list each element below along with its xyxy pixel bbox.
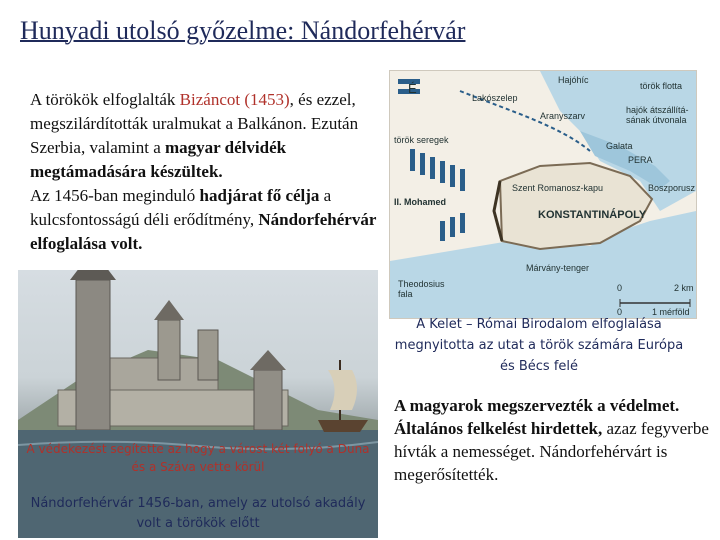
szent-romanosz-label: Szent Romanosz-kapu	[512, 183, 604, 193]
page-title: Hunyadi utolsó győzelme: Nándorfehérvár	[20, 16, 466, 45]
hajohic-label: Hajóhíc	[558, 75, 589, 85]
scale-zero-km: 0	[617, 283, 623, 293]
bosporus-label: Boszporusz	[648, 183, 696, 193]
map-caption: A Kelet – Római Birodalom elfoglalása megnyitotta az utat a török számára Európa és Bécs felé	[394, 317, 684, 374]
torok-flotta-label: török flotta	[640, 81, 683, 91]
north-arrow-label: É	[408, 81, 417, 96]
rivers-caption: A védekezést segítette az hogy a várost két folyó a Duna és a Száva vette körül	[26, 442, 370, 474]
theodosius-label: Theodosius fala	[398, 279, 445, 299]
defense-text	[394, 394, 712, 486]
fortress-caption: Nándorfehérvár 1456-ban, amely az utolsó akadály volt a törökök előtt	[30, 496, 366, 531]
intro-p1-end: , és ezzel, megszilárdították uralmukat a Balkánon. Ezután Szerbia, valamint a	[30, 90, 359, 157]
galata-label: Galata	[606, 141, 633, 151]
scale-1-mile: 1 mérföld	[652, 307, 690, 317]
intro-p1-bold: magyar délvidék megtámadására készültek.	[30, 138, 287, 181]
constantinople-siege-map	[389, 70, 697, 319]
konstantinapoly-label: KONSTANTINÁPOLY	[538, 209, 647, 221]
bizanc-highlight: Bizáncot (1453)	[179, 90, 290, 109]
lakoszlelep-label: Lakószelep	[472, 93, 518, 103]
scale-2km: 2 km	[674, 283, 694, 293]
aranyszarv-label: Aranyszarv	[540, 111, 586, 121]
hajok-utvonal-label: hajók átszállítá- sának útvonala	[626, 105, 689, 125]
intro-p2-mid: a kulcsfontosságú déli erődítmény,	[30, 186, 332, 229]
torok-seregek-label: török seregek	[394, 135, 449, 145]
intro-p2-bold2: Nándorfehérvár elfoglalása volt.	[30, 210, 377, 253]
defense-text-plain: azaz fegyverbe hívták a nemességet. Nándorfehérvárt is megerősítették.	[394, 419, 709, 484]
defense-text-bold: A magyarok megszervezték a védelmet. Általános felkelést hirdettek,	[394, 396, 680, 438]
intro-p2-bold1: hadjárat fő célja	[199, 186, 320, 205]
scale-zero-mile: 0	[617, 307, 623, 317]
marvany-label: Márvány-tenger	[526, 263, 590, 273]
intro-text	[30, 88, 378, 256]
pera-label: PERA	[628, 155, 653, 165]
ottoman-troops	[398, 79, 465, 241]
intro-p2-start: Az 1456-ban meginduló	[30, 186, 200, 205]
mohamed-label: II. Mohamed	[394, 197, 447, 207]
intro-p1-start: A törökök elfoglalták	[30, 90, 180, 109]
